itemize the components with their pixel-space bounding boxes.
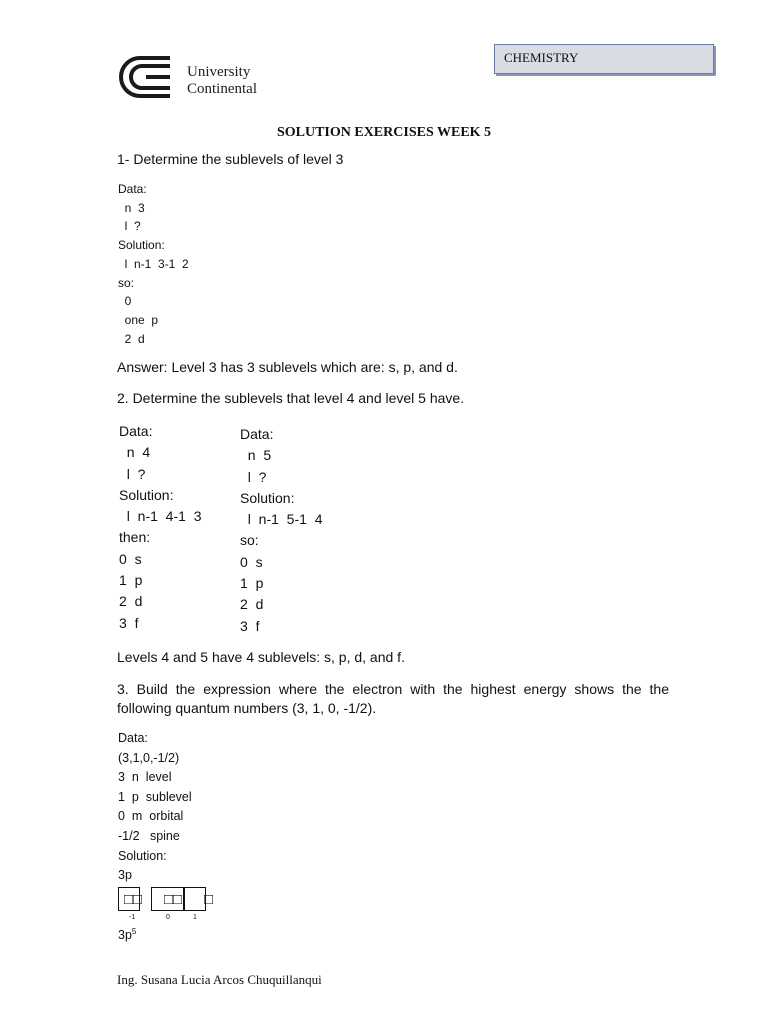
q3-line: Data: [118, 731, 148, 745]
q2-question: 2. Determine the sublevels that level 4 and level 5 have. [117, 390, 465, 406]
q1-line: n 3 [118, 200, 145, 215]
q1-line: 2 d [118, 331, 145, 346]
q1-question: 1- Determine the sublevels of level 3 [117, 151, 344, 167]
q2-right-line: l ? [240, 468, 267, 485]
orbital-label: 0 [166, 914, 170, 921]
logo-line-2: Continental [187, 81, 257, 97]
q1-work [118, 180, 189, 348]
q2-right-line: Solution: [240, 489, 295, 506]
subject-box: CHEMISTRY [494, 44, 714, 74]
q1-line: l n-1 3-1 2 [118, 256, 189, 271]
q2-right-line: 2 d [240, 596, 264, 613]
q2-answer: Levels 4 and 5 have 4 sublevels: s, p, d, and f. [117, 649, 405, 665]
q2-left-line: n 4 [119, 444, 151, 461]
q1-line: Data: [118, 182, 147, 196]
q2-right-line: so: [240, 532, 259, 549]
spin-glyph: □□ [124, 891, 143, 908]
footer-author: Ing. Susana Lucia Arcos Chuquillanqui [117, 972, 322, 987]
page-title: SOLUTION EXERCISES WEEK 5 [276, 125, 492, 140]
q3-line: (3,1,0,-1/2) [118, 750, 180, 765]
q1-line: so: [118, 275, 135, 290]
orbital-label: -1 [129, 914, 136, 921]
logo-line-1: University [187, 64, 251, 80]
q1-line: l ? [118, 219, 141, 234]
q1-line: one p [118, 312, 159, 327]
orbital-box [184, 887, 206, 911]
q2-left-line: Data: [119, 423, 153, 439]
q1-line: 0 [118, 294, 135, 309]
q2-right-line: Data: [240, 426, 274, 442]
logo-text [187, 64, 257, 98]
q3-line: 3p [118, 868, 132, 883]
q2-left-line: 1 p [119, 572, 143, 589]
q3-result-base: 3p [118, 928, 132, 943]
q3-question: 3. Build the expression where the electron with the highest energy shows the the following quantum numbers (3, 1, 0, -1/2). [117, 681, 669, 716]
spin-glyph: □□ [164, 891, 183, 908]
q2-right-line: n 5 [240, 447, 272, 464]
q3-line: Solution: [118, 848, 167, 863]
q2-left-line: Solution: [119, 486, 174, 503]
q2-right-line: 1 p [240, 575, 264, 592]
q2-left-line: 2 d [119, 593, 143, 610]
orbital-label: 1 [193, 914, 197, 921]
q2-right-work [240, 424, 322, 637]
q2-right-line: 0 s [240, 553, 263, 570]
q1-line: Solution: [118, 238, 165, 253]
q2-right-line: 3 f [240, 617, 260, 634]
q2-left-line: 0 s [119, 550, 142, 567]
q2-left-line: l n-1 4-1 3 [119, 508, 202, 525]
q3-line: -1/2 spine [118, 828, 180, 843]
q3-line: 3 n level [118, 770, 172, 785]
q3-result-exponent: 5 [131, 927, 137, 936]
q3-line: 1 p sublevel [118, 789, 192, 804]
q3-line: 0 m orbital [118, 809, 184, 824]
q2-left-line: l ? [119, 465, 146, 482]
q2-left-line: then: [119, 529, 151, 546]
q2-right-line: l n-1 5-1 4 [240, 511, 323, 528]
spin-glyph: □ [204, 891, 214, 908]
q2-left-line: 3 f [119, 614, 139, 631]
q3-work [118, 729, 192, 886]
q1-answer: Answer: Level 3 has 3 sublevels which are: s, p, and d. [117, 359, 458, 375]
q2-left-work [119, 421, 201, 634]
q3-result [118, 927, 136, 942]
orbital-diagram [118, 887, 228, 927]
